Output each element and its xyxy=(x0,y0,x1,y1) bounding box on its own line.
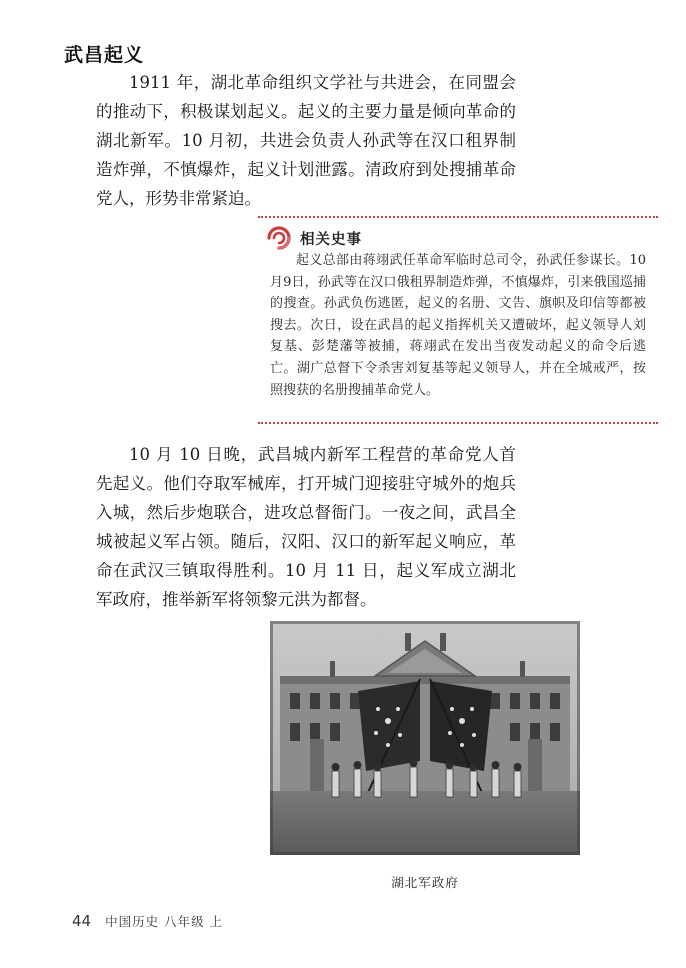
page-footer xyxy=(72,912,223,930)
related-history-text: 起义总部由蒋翊武任革命军临时总司令，孙武任参谋长。10月9日，孙武等在汉口俄租界制造炸弹，不慎爆炸，引来俄国巡捕的搜查。孙武负伤逃匿，起义的名册、文告、旗帜及印信等都被搜去。次日，设在武昌的起义指挥机关又遭破坏，起义领导人刘复基、彭楚藩等被捕，蒋翊武在发出当夜发动起义的命令后逃亡。湖广总督下令杀害刘复基等起义领导人，并在全城戒严，按照搜获的名册搜捕革命党人。 xyxy=(270,253,646,398)
section-title: 武昌起义 xyxy=(64,44,145,66)
paragraph-intro: 1911 年，湖北革命组织文学社与共进会，在同盟会的推动下，积极谋划起义。起义的主要力量是倾向革命的湖北新军。10 月初，共进会负责人孙武等在汉口租界制造炸弹，不慎爆炸，起义计划泄露。清政府到处搜捕革命党人，形势非常紧迫。 xyxy=(96,73,516,208)
photo-caption: 湖北军政府 xyxy=(391,875,459,890)
dotted-divider-bottom xyxy=(258,422,658,424)
historical-photo xyxy=(270,621,580,855)
book-title: 中国历史 八年级 上 xyxy=(105,914,224,929)
related-history-box xyxy=(258,214,658,426)
swirl-icon xyxy=(264,225,294,251)
hubei-military-government-photo xyxy=(270,621,580,855)
dotted-divider-top xyxy=(258,216,658,218)
page-number: 44 xyxy=(72,912,92,930)
related-history-header xyxy=(264,224,362,252)
paragraph-uprising: 10 月 10 日晚，武昌城内新军工程营的革命党人首先起义。他们夺取军械库，打开城门迎接驻守城外的炮兵入城，然后步炮联合，进攻总督衙门。一夜之间，武昌全城被起义军占领。随后，汉阳、汉口的新军起义响应，革命在武汉三镇取得胜利。10 月 11 日，起义军成立湖北军政府，推举新军将领黎元洪为都督。 xyxy=(96,445,516,609)
related-history-title: 相关史事 xyxy=(300,231,362,248)
